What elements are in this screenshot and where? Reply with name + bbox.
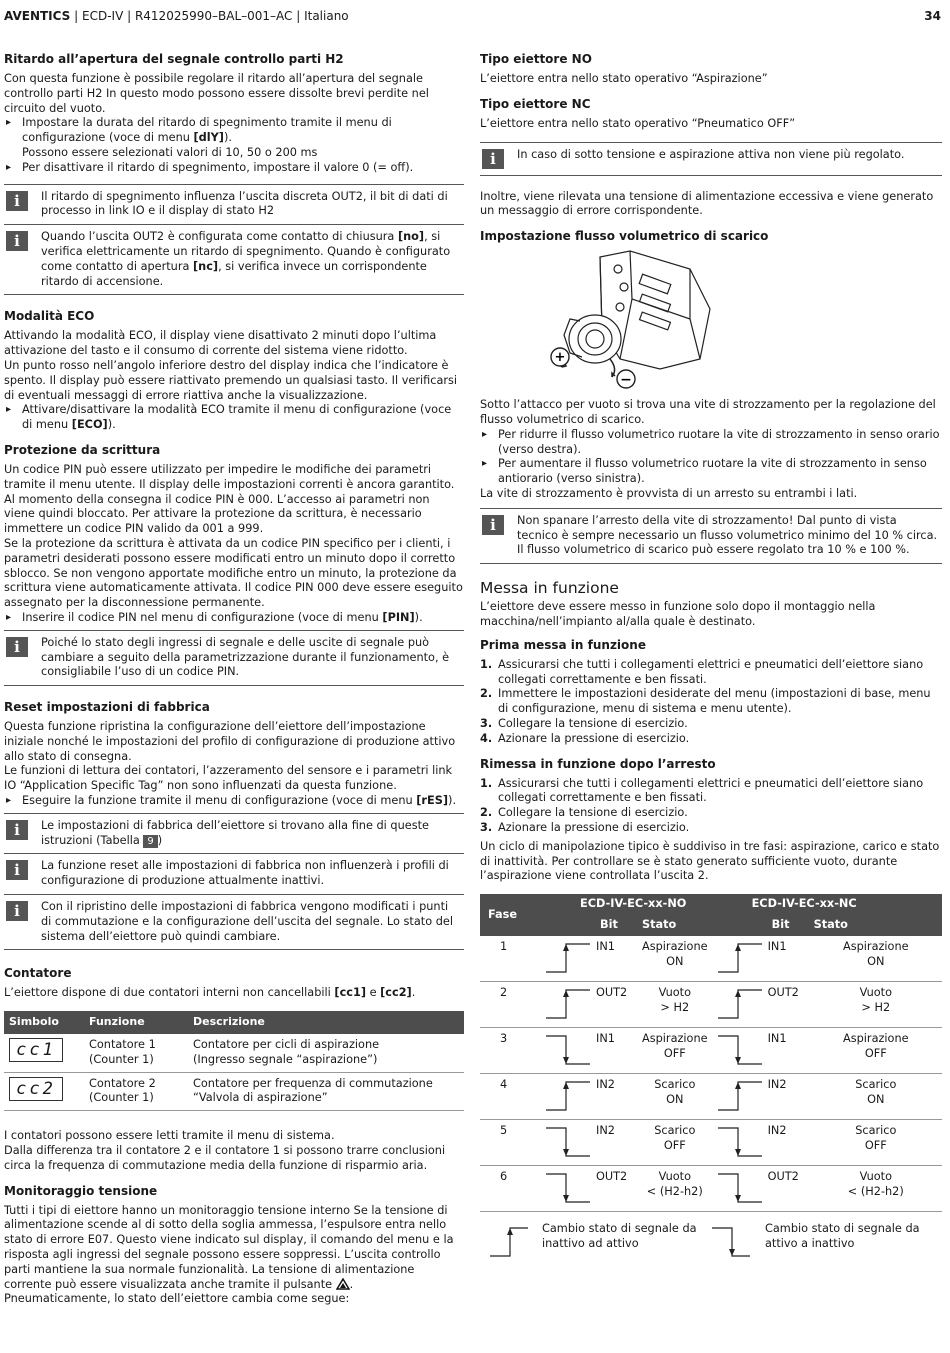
- info-icon: i: [482, 149, 504, 169]
- menu-code: [PIN]: [382, 610, 415, 624]
- column-header: Descrizione: [188, 1011, 464, 1034]
- lcd-symbol: cc1: [9, 1038, 63, 1062]
- bullet-item: ▸ Per disattivare il ritardo di spegnimento, impostare il valore 0 (= off).: [4, 161, 464, 176]
- info-icon: i: [6, 820, 28, 840]
- list-text: Collegare la tensione di esercizio.: [498, 806, 688, 820]
- paragraph: Questa funzione ripristina la configurazione dell’eiettore dell’impostazione iniziale nonché le impostazioni del profilo di configurazione di produzione attivo allo stato di consegna.: [4, 720, 456, 763]
- info-icon: i: [482, 515, 504, 535]
- list-text: Assicurarsi che tutti i collegamenti elettrici e pneumatici dell’eiettore siano collegati correttamente e ben fissati.: [498, 657, 924, 686]
- list-number: 3.: [480, 820, 493, 834]
- column-header: Bit: [771, 917, 790, 931]
- table-row: 6 OUT2 Vuoto < (H2-h2) OUT2 Vuoto < (H2-h2): [480, 1166, 942, 1212]
- paragraph: L’eiettore entra nello stato operativo “Aspirazione”: [480, 72, 768, 85]
- info-note: i Poiché lo stato degli ingressi di segnale e delle uscite di segnale può cambiare a seguito della parametrizzazione durante il funzionamento, è consigliabile l’uso di un codice PIN.: [4, 630, 464, 686]
- list-text: Collegare la tensione di esercizio.: [498, 716, 688, 730]
- info-icon: i: [6, 637, 28, 657]
- list-number: 4.: [480, 731, 493, 745]
- info-note: i Le impostazioni di fabbrica dell’eiettore si trovano alla fine di queste istruzioni (Tabella 9 ): [4, 813, 464, 855]
- phase-table: [480, 894, 942, 1212]
- section-title: Ritardo all’apertura del segnale controllo parti H2: [4, 52, 344, 66]
- list-number: 1.: [480, 657, 493, 671]
- page-number: 34: [924, 9, 941, 23]
- paragraph: Inoltre, viene rilevata una tensione di alimentazione eccessiva e viene generato un messaggio di errore corrispondente.: [480, 189, 934, 218]
- paragraph: Al momento della consegna il codice PIN è 000. L’accesso ai parametri non viene quindi bloccato. Per attivare la protezione da scrittura, è necessario immettere un codice PIN valido da 001 a 999.: [4, 492, 430, 536]
- bullet-item: ▸ Per ridurre il flusso volumetrico ruotare la vite di strozzamento in senso orario (verso destra).: [480, 428, 942, 458]
- right-column: [480, 52, 942, 1266]
- list-text: Assicurarsi che tutti i collegamenti elettrici e pneumatici dell’eiettore siano collegati correttamente e ben fissati.: [498, 776, 924, 805]
- list-item: [480, 687, 942, 717]
- doc-id: | ECD-IV | R412025990–BAL–001–AC | Italiano: [70, 9, 349, 23]
- section-title: Contatore: [4, 966, 72, 981]
- list-number: 1.: [480, 776, 493, 790]
- column-header: Stato: [813, 917, 848, 931]
- plus-symbol: +: [554, 350, 566, 366]
- info-note: i Quando l’uscita OUT2 è configurata come contatto di chiusura [no], si verifica elettricamente un ritardo di spegnimento. Quando è configurato come contatto di apertura [nc], si verifica invece un corrispondente ritardo di accensione.: [4, 225, 464, 295]
- info-note: i In caso di sotto tensione e aspirazione attiva non viene più regolato.: [480, 142, 942, 176]
- throttle-screw-drawing: [540, 249, 720, 394]
- section-title: Modalità ECO: [4, 309, 95, 324]
- info-icon: i: [6, 901, 28, 921]
- paragraph: La vite di strozzamento è provvista di un arresto su entrambi i lati.: [480, 486, 858, 500]
- column-header: Fase: [488, 907, 518, 921]
- list-text: Azionare la pressione di esercizio.: [498, 731, 690, 745]
- info-icon: i: [6, 191, 28, 211]
- paragraph: L’eiettore entra nello stato operativo “Pneumatico OFF”: [480, 116, 796, 130]
- signal-falling-icon: [716, 1032, 764, 1068]
- section-title: Reset impostazioni di fabbrica: [4, 700, 210, 715]
- list-text: Immettere le impostazioni desiderate del menu (impostazioni di base, menu di configurazione, menu di sistema e menu utente).: [498, 687, 931, 716]
- section-title: Rimessa in funzione dopo l’arresto: [480, 756, 716, 771]
- table-row: 3 IN1 Aspirazione OFF IN1 Aspirazione OFF: [480, 1028, 942, 1074]
- column-header: ECD-IV-EC-xx-NO: [580, 897, 687, 911]
- table-row: 1 IN1 Aspirazione ON IN1 Aspirazione ON: [480, 936, 942, 982]
- list-item: [480, 806, 942, 821]
- left-column: [4, 52, 464, 1307]
- brand-name: AVENTICS: [4, 9, 71, 23]
- bullet-item: ▸ Impostare la durata del ritardo di spegnimento tramite il menu di configurazione (voce di menu [dlY]). Possono essere selezionati valori di 10, 50 o 200 ms: [4, 116, 464, 160]
- paragraph: Dalla differenza tra il contatore 2 e il contatore 1 si possono trarre conclusioni circa la frequenza di commutazione media della funzione di risparmio aria.: [4, 1144, 446, 1172]
- info-note: i Con il ripristino delle impostazioni di fabbrica vengono modificati i punti di commutazione e la configurazione dell’uscita del segnale. Lo stato del sistema dell’eiettore può quindi cambiare.: [4, 895, 464, 950]
- table-row: 4 IN2 Scarico ON IN2 Scarico ON: [480, 1074, 942, 1120]
- column-header: Simbolo: [4, 1011, 84, 1034]
- list-number: 2.: [480, 806, 493, 820]
- chapter-title: Messa in funzione: [480, 579, 619, 598]
- paragraph: Tutti i tipi di eiettore hanno un monitoraggio tensione interno Se la tensione di alimentazione scende al di sotto della soglia ammessa, l’espulsore entra nello stato di errore E07. Questo viene indicato sul display, il comando del menu e la risposta agli ingressi del segnale possono essere soppressi. L’uscita controllo parti mantiene la sua normale funzionalità. La tensione di alimentazione corrente può essere visualizzata anche tramite il pulsante .: [4, 1203, 454, 1291]
- signal-falling-icon: [544, 1032, 592, 1068]
- column-header: Stato: [642, 917, 677, 931]
- counter-table: [4, 1011, 464, 1111]
- table-reference-badge[interactable]: 9: [143, 835, 157, 848]
- list-text: Azionare la pressione di esercizio.: [498, 820, 690, 834]
- signal-falling-icon: [716, 1170, 764, 1206]
- signal-rising-icon: [544, 1078, 592, 1114]
- minus-symbol: −: [620, 372, 632, 389]
- info-note: i Non spanare l’arresto della vite di strozzamento! Dal punto di vista tecnico è sempre necessario un flusso volumetrico minimo del 10 % circa. Il flusso volumetrico di scarico può essere regolato tra 10 % e 100 %.: [480, 508, 942, 564]
- table-row: 5 IN2 Scarico OFF IN2 Scarico OFF: [480, 1120, 942, 1166]
- signal-falling-icon: [716, 1124, 764, 1160]
- info-note: i La funzione reset alle impostazioni di fabbrica non influenzerà i profili di configurazione di produzione attualmente inattivi.: [4, 854, 464, 895]
- list-item: [480, 732, 942, 747]
- page-header: [4, 9, 944, 27]
- signal-rising-icon: [716, 940, 764, 976]
- info-icon: i: [6, 231, 28, 251]
- table-row: 2 OUT2 Vuoto > H2 OUT2 Vuoto > H2: [480, 982, 942, 1028]
- menu-code: [ECO]: [71, 418, 108, 432]
- section-title: Tipo eiettore NC: [480, 96, 591, 111]
- menu-code: [dlY]: [193, 131, 224, 145]
- list-number: 2.: [480, 687, 493, 701]
- info-icon: i: [6, 860, 28, 880]
- paragraph: Pneumaticamente, lo stato dell’eiettore cambia come segue:: [4, 1292, 350, 1306]
- table-row: cc1 Contatore 1 (Counter 1) Contatore per cicli di aspirazione (Ingresso segnale “aspirazione”): [4, 1034, 464, 1072]
- paragraph: L’eiettore dispone di due contatori interni non cancellabili [cc1] e [cc2].: [4, 986, 416, 1000]
- signal-rising-icon: [488, 1224, 528, 1260]
- menu-code: [rES]: [416, 794, 449, 808]
- list-item: [480, 777, 942, 807]
- column-header: Funzione: [84, 1011, 188, 1034]
- column-header: ECD-IV-EC-xx-NC: [751, 897, 857, 911]
- section-title: Tipo eiettore NO: [480, 52, 592, 66]
- section-title: Monitoraggio tensione: [4, 1183, 158, 1198]
- legend-label: Cambio stato di segnale da inattivo ad attivo: [542, 1222, 697, 1250]
- column-header: Bit: [600, 917, 618, 931]
- warning-triangle-icon: [336, 1278, 350, 1290]
- bullet-item: ▸ Per aumentare il flusso volumetrico ruotare la vite di strozzamento in senso antiorario (verso sinistra).: [480, 457, 942, 487]
- paragraph: Se la protezione da scrittura è attivata da un codice PIN specifico per i clienti, i parametri desiderati possono essere modificati entro un minuto dopo il corretto sblocco. Se non vengono apportate modifiche entro un minuto, la protezione da scrittura viene automaticamente attivata. Il codice PIN 000 deve essere eseguito assegnato per la disconnessione permanente.: [4, 536, 463, 610]
- signal-rising-icon: [716, 1078, 764, 1114]
- table-row: cc2 Contatore 2 (Counter 1) Contatore per frequenza di commutazione “Valvola di aspirazione”: [4, 1072, 464, 1111]
- paragraph: L’eiettore deve essere messo in funzione solo dopo il montaggio nella macchina/nell’impianto al/alla quale è destinato.: [480, 600, 876, 628]
- bullet-item: ▸ Eseguire la funzione tramite il menu di configurazione (voce di menu [rES]).: [4, 794, 464, 809]
- section-title: Impostazione flusso volumetrico di scarico: [480, 229, 769, 244]
- signal-rising-icon: [716, 986, 764, 1022]
- ejector-illustration: [480, 249, 942, 394]
- list-item: [480, 717, 942, 732]
- signal-rising-icon: [544, 940, 592, 976]
- paragraph: I contatori possono essere letti tramite il menu di sistema.: [4, 1129, 335, 1143]
- legend-label: Cambio stato di segnale da attivo a inattivo: [765, 1222, 920, 1250]
- list-item: [480, 658, 942, 688]
- numbered-list: [480, 658, 942, 747]
- paragraph: Le funzioni di lettura dei contatori, l’azzeramento del sensore e i parametri link IO “Application Specific Tag” non sono influenzati da questa funzione.: [4, 764, 453, 793]
- list-item: [480, 821, 942, 836]
- numbered-list: [480, 777, 942, 836]
- signal-falling-icon: [544, 1124, 592, 1160]
- signal-falling-icon: [710, 1224, 750, 1260]
- lcd-symbol: cc2: [9, 1077, 63, 1101]
- bullet-item: ▸ Inserire il codice PIN nel menu di configurazione (voce di menu [PIN]).: [4, 611, 464, 626]
- bullet-item: ▸ Attivare/disattivare la modalità ECO tramite il menu di configurazione (voce di menu [ECO]).: [4, 403, 464, 433]
- signal-rising-icon: [544, 986, 592, 1022]
- section-title: Protezione da scrittura: [4, 442, 161, 457]
- info-note: i Il ritardo di spegnimento influenza l’uscita discreta OUT2, il bit di dati di processo in link IO e il display di stato H2: [4, 184, 464, 226]
- section-title: Prima messa in funzione: [480, 637, 646, 652]
- paragraph: Sotto l’attacco per vuoto si trova una vite di strozzamento per la regolazione del flusso volumetrico di scarico.: [480, 398, 936, 426]
- signal-falling-icon: [544, 1170, 592, 1206]
- paragraph: Attivando la modalità ECO, il display viene disattivato 2 minuti dopo l’ultima attivazione del tasto e il consumo di corrente del sistema viene ridotto.: [4, 329, 437, 358]
- signal-legend: [480, 1222, 942, 1266]
- paragraph: Un ciclo di manipolazione tipico è suddiviso in tre fasi: aspirazione, carico e stato di inattività. Per controllare se è stato generato sufficiente vuoto, durante l’aspirazione viene controllata l’uscita 2.: [480, 839, 940, 883]
- paragraph: Un codice PIN può essere utilizzato per impedire le modifiche dei parametri tramite il menu utente. Il display delle impostazioni correnti è ancora garantito.: [4, 462, 455, 491]
- paragraph: Con questa funzione è possibile regolare il ritardo all’apertura del segnale controllo parti H2 In questo modo possono essere dissolte brevi perdite nel circuito del vuoto.: [4, 72, 429, 115]
- list-number: 3.: [480, 716, 493, 730]
- paragraph: Un punto rosso nell’angolo inferiore destro del display indica che l’indicatore è spento. Il display può essere riattivato premendo un qualsiasi tasto. Il verificarsi di eventuali messaggi di errore riattiva anche la visualizzazione.: [4, 358, 458, 402]
